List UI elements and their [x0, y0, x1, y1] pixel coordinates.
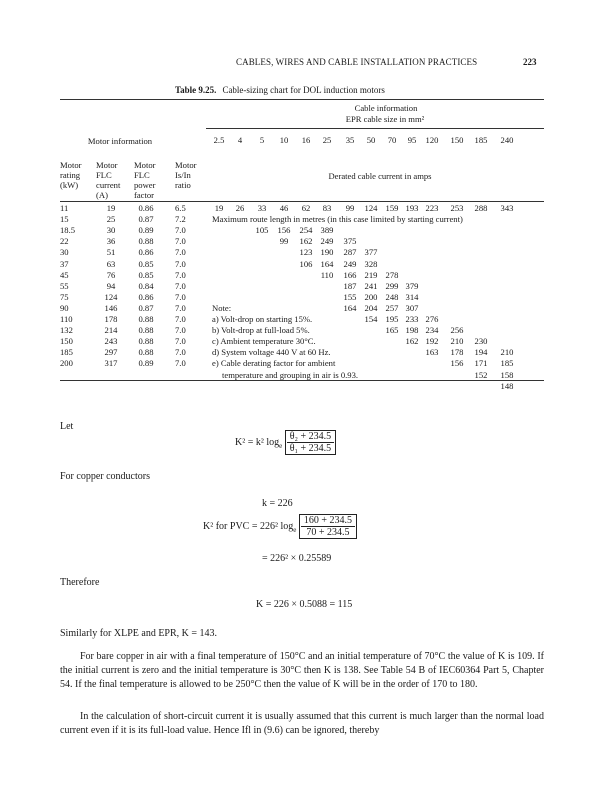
route-length: 154 — [364, 314, 378, 324]
derated-current: 83 — [322, 203, 332, 213]
cable-size: 35 — [345, 135, 355, 145]
motor-flc: 76 — [106, 269, 116, 280]
route-length: 200 — [364, 291, 378, 302]
table-caption-label: Table 9.25. — [175, 85, 217, 95]
motor-ratio: 7.0 — [175, 258, 186, 269]
route-length: 158 — [500, 369, 514, 380]
route-length: 192 — [425, 336, 439, 347]
route-length: 241 — [364, 280, 378, 291]
motor-pf: 0.88 — [138, 236, 154, 247]
derated-current-label: Derated cable current in amps — [328, 171, 432, 181]
derated-current: 159 — [385, 203, 399, 213]
let-label: Let — [60, 421, 74, 432]
motor-ratio: 6.5 — [175, 203, 186, 213]
route-length: 210 — [450, 336, 464, 347]
col-head-line: FLC — [134, 170, 150, 180]
route-length: 110 — [320, 269, 334, 280]
route-length: 156 — [277, 225, 291, 236]
derated-current: 46 — [279, 203, 289, 213]
route-length: 106 — [299, 258, 313, 269]
table-note: e) Cable derating factor for ambient — [212, 358, 336, 369]
motor-flc: 317 — [104, 358, 118, 369]
table-caption — [175, 85, 385, 95]
epr-size-heading: EPR cable size in mm² — [345, 114, 425, 124]
col-head-ratio — [175, 160, 196, 190]
motor-pf: 0.87 — [138, 214, 154, 225]
motor-rating: 110 — [60, 314, 73, 324]
motor-rating: 30 — [60, 247, 69, 258]
motor-rating: 55 — [60, 280, 69, 291]
eq3-bracket — [299, 514, 357, 539]
motor-flc: 19 — [106, 203, 116, 213]
motor-ratio: 7.0 — [175, 225, 186, 236]
route-length: 248 — [385, 291, 399, 302]
derated-current: 343 — [500, 203, 514, 213]
route-length: 204 — [364, 302, 378, 313]
motor-ratio: 7.0 — [175, 236, 186, 247]
similarly-text: Similarly for XLPE and EPR, K = 143. — [60, 628, 218, 639]
eq3-lhs: K² for PVC = 226² log — [203, 520, 294, 532]
col-head-flc — [96, 160, 120, 200]
motor-ratio: 7.0 — [175, 314, 186, 324]
motor-flc: 243 — [104, 336, 118, 347]
route-length: 276 — [425, 314, 439, 324]
route-length: 299 — [385, 280, 399, 291]
motor-ratio: 7.0 — [175, 280, 186, 291]
paragraph-2: In the calculation of short-circuit current it is usually assumed that this current is much larger than the normal load current even if it is its full-load value. Hence Ifl in (9.6) can be ignored, thereby — [60, 711, 544, 736]
table-note: a) Volt-drop on starting 15%. — [212, 314, 313, 324]
cable-size: 2.5 — [213, 135, 225, 145]
motor-rating: 90 — [60, 302, 69, 313]
route-length: 178 — [450, 347, 464, 358]
derated-current: 26 — [235, 203, 245, 213]
route-length: 187 — [343, 280, 357, 291]
paragraph-1: For bare copper in air with a final temperature of 150°C and an initial temperature of 70°C the value of K is 109. If the initial current is zero and the initial temperature is 30°C then K is 138. See Table 54 B of IEC60364 Part 5, Chapter 54. If the final temperature is allowed to be 250°C then the value of K will be in the order of 170 to 180. — [60, 651, 544, 690]
cable-size: 10 — [279, 135, 289, 145]
cable-info-rule — [206, 128, 544, 129]
motor-flc: 25 — [106, 214, 116, 225]
motor-flc: 94 — [106, 280, 116, 291]
route-length: 198 — [405, 325, 419, 336]
route-length: 162 — [405, 336, 419, 347]
eq3-denominator: 70 + 234.5 — [306, 527, 350, 538]
route-length: 254 — [299, 225, 313, 236]
cable-size: 4 — [237, 135, 243, 145]
equation-5: K = 226 × 0.5088 = 115 — [256, 599, 353, 610]
cable-size: 5 — [259, 135, 265, 145]
motor-rating: 200 — [60, 358, 73, 369]
cable-size: 240 — [500, 135, 514, 145]
motor-pf: 0.88 — [138, 336, 154, 347]
cable-size: 150 — [450, 135, 464, 145]
route-length: 166 — [343, 269, 357, 280]
derated-current: 223 — [425, 203, 439, 213]
motor-pf: 0.88 — [138, 347, 154, 358]
route-length: 152 — [474, 369, 488, 380]
motor-info-heading: Motor information — [87, 136, 153, 146]
cable-size: 95 — [407, 135, 417, 145]
route-length: 278 — [385, 269, 399, 280]
col-head-line: Motor — [60, 160, 82, 170]
route-length: 195 — [385, 314, 399, 324]
route-length: 155 — [343, 291, 357, 302]
motor-ratio: 7.0 — [175, 302, 186, 313]
route-length: 171 — [474, 358, 488, 369]
motor-pf: 0.85 — [138, 258, 154, 269]
motor-ratio: 7.0 — [175, 247, 186, 258]
col-head-line: (kW) — [60, 180, 79, 190]
route-length: 148 — [500, 380, 514, 391]
col-head-rating — [60, 160, 81, 190]
col-head-line: Is/In — [175, 170, 191, 180]
motor-ratio: 7.0 — [175, 269, 186, 280]
eq1-subscript: e — [279, 441, 283, 450]
route-length: 233 — [405, 314, 419, 324]
col-head-line: rating — [60, 170, 81, 180]
cable-info-heading: Cable information — [354, 103, 418, 113]
eq1-numerator: θ₂ + 234.5 — [287, 431, 334, 443]
derated-current: 62 — [301, 203, 311, 213]
motor-flc: 36 — [106, 236, 116, 247]
cable-size: 16 — [301, 135, 311, 145]
motor-flc: 146 — [104, 302, 118, 313]
derated-current: 99 — [345, 203, 355, 213]
route-length: 156 — [450, 358, 464, 369]
motor-ratio: 7.0 — [175, 291, 186, 302]
route-length: 287 — [343, 247, 357, 258]
derated-current: 193 — [405, 203, 419, 213]
motor-rating: 18.5 — [60, 225, 76, 236]
route-length: 163 — [425, 347, 439, 358]
motor-ratio: 7.0 — [175, 336, 186, 347]
motor-flc: 30 — [106, 225, 116, 236]
motor-rating: 75 — [60, 291, 69, 302]
derated-current: 124 — [364, 203, 378, 213]
route-length: 375 — [343, 236, 357, 247]
motor-ratio: 7.2 — [175, 214, 186, 225]
motor-flc: 51 — [106, 247, 116, 258]
derated-current: 288 — [474, 203, 488, 213]
route-length-heading: Maximum route length in metres (in this case limited by starting current) — [212, 214, 463, 224]
motor-rating: 185 — [60, 347, 73, 358]
col-head-line: power — [134, 180, 156, 190]
route-length: 249 — [343, 258, 357, 269]
route-length: 379 — [405, 280, 419, 291]
motor-pf: 0.88 — [138, 325, 154, 336]
motor-pf: 0.87 — [138, 302, 154, 313]
eq3-subscript: e — [293, 525, 297, 534]
route-length: 210 — [500, 347, 514, 358]
motor-pf: 0.84 — [138, 280, 154, 291]
table-top-rule — [60, 99, 544, 100]
motor-pf: 0.89 — [138, 225, 154, 236]
route-length: 105 — [255, 225, 269, 236]
equation-2: k = 226 — [262, 498, 293, 509]
cable-size: 120 — [425, 135, 439, 145]
route-length: 190 — [320, 247, 334, 258]
motor-flc: 297 — [104, 347, 118, 358]
route-length: 307 — [405, 302, 419, 313]
motor-pf: 0.89 — [138, 358, 154, 369]
eq1-lhs: K² = k² log — [235, 436, 280, 448]
for-copper-label: For copper conductors — [60, 471, 150, 482]
route-length: 219 — [364, 269, 378, 280]
equation-3 — [203, 514, 357, 539]
equation-1 — [235, 430, 336, 455]
motor-flc: 214 — [104, 325, 118, 336]
route-length: 389 — [320, 225, 334, 236]
col-head-line: (A) — [96, 190, 108, 200]
derated-current: 253 — [450, 203, 464, 213]
route-length: 257 — [385, 302, 399, 313]
route-length: 328 — [364, 258, 378, 269]
running-title: CABLES, WIRES AND CABLE INSTALLATION PRACTICES — [236, 57, 478, 67]
route-length: 164 — [320, 258, 334, 269]
eq1-denominator: θ₁ + 234.5 — [289, 443, 332, 454]
equation-4: = 226² × 0.25589 — [262, 553, 332, 564]
motor-pf: 0.86 — [138, 203, 154, 213]
route-length: 164 — [343, 302, 357, 313]
table-note: d) System voltage 440 V at 60 Hz. — [212, 347, 331, 358]
col-head-line: Motor — [96, 160, 118, 170]
eq3-numerator: 160 + 234.5 — [301, 515, 355, 527]
therefore-label: Therefore — [60, 577, 100, 588]
derated-current: 33 — [257, 203, 267, 213]
col-head-line: Motor — [175, 160, 197, 170]
motor-ratio: 7.0 — [175, 325, 186, 336]
route-length: 123 — [299, 247, 313, 258]
motor-pf: 0.86 — [138, 247, 154, 258]
route-length: 194 — [474, 347, 488, 358]
route-length: 249 — [320, 236, 334, 247]
table-head-rule — [60, 201, 544, 202]
col-head-line: Motor — [134, 160, 156, 170]
col-head-line: FLC — [96, 170, 112, 180]
route-length: 230 — [474, 336, 488, 347]
route-length: 162 — [299, 236, 313, 247]
derated-current: 19 — [214, 203, 224, 213]
motor-rating: 150 — [60, 336, 73, 347]
motor-ratio: 7.0 — [175, 358, 186, 369]
motor-rating: 45 — [60, 269, 69, 280]
route-length: 314 — [405, 291, 419, 302]
motor-pf: 0.88 — [138, 314, 154, 324]
col-head-pf — [134, 160, 155, 200]
route-length: 234 — [425, 325, 439, 336]
col-head-line: factor — [134, 190, 155, 200]
cable-size: 25 — [322, 135, 332, 145]
motor-flc: 178 — [104, 314, 118, 324]
motor-rating: 15 — [60, 214, 69, 225]
motor-rating: 132 — [60, 325, 73, 336]
col-head-line: ratio — [175, 180, 191, 190]
motor-pf: 0.85 — [138, 269, 154, 280]
page-number: 223 — [523, 57, 537, 67]
eq1-bracket — [285, 430, 336, 455]
motor-pf: 0.86 — [138, 291, 154, 302]
table-note: c) Ambient temperature 30°C. — [212, 336, 316, 347]
table-note: b) Volt-drop at full-load 5%. — [212, 325, 310, 336]
route-length: 165 — [385, 325, 399, 336]
motor-rating: 22 — [60, 236, 69, 247]
table-caption-text: Cable-sizing chart for DOL induction motors — [222, 85, 385, 95]
motor-flc: 63 — [106, 258, 116, 269]
route-length: 99 — [279, 236, 289, 247]
col-head-line: current — [96, 180, 121, 190]
table-bottom-rule — [60, 380, 544, 381]
cable-size: 50 — [366, 135, 376, 145]
cable-size: 185 — [474, 135, 488, 145]
motor-rating: 37 — [60, 258, 69, 269]
route-length: 185 — [500, 358, 514, 369]
table-note: temperature and grouping in air is 0.93. — [222, 369, 359, 380]
motor-ratio: 7.0 — [175, 347, 186, 358]
motor-flc: 124 — [104, 291, 118, 302]
table-note: Note: — [212, 302, 232, 313]
route-length: 256 — [450, 325, 464, 336]
cable-size: 70 — [387, 135, 397, 145]
route-length: 377 — [364, 247, 378, 258]
motor-rating: 11 — [60, 203, 69, 213]
